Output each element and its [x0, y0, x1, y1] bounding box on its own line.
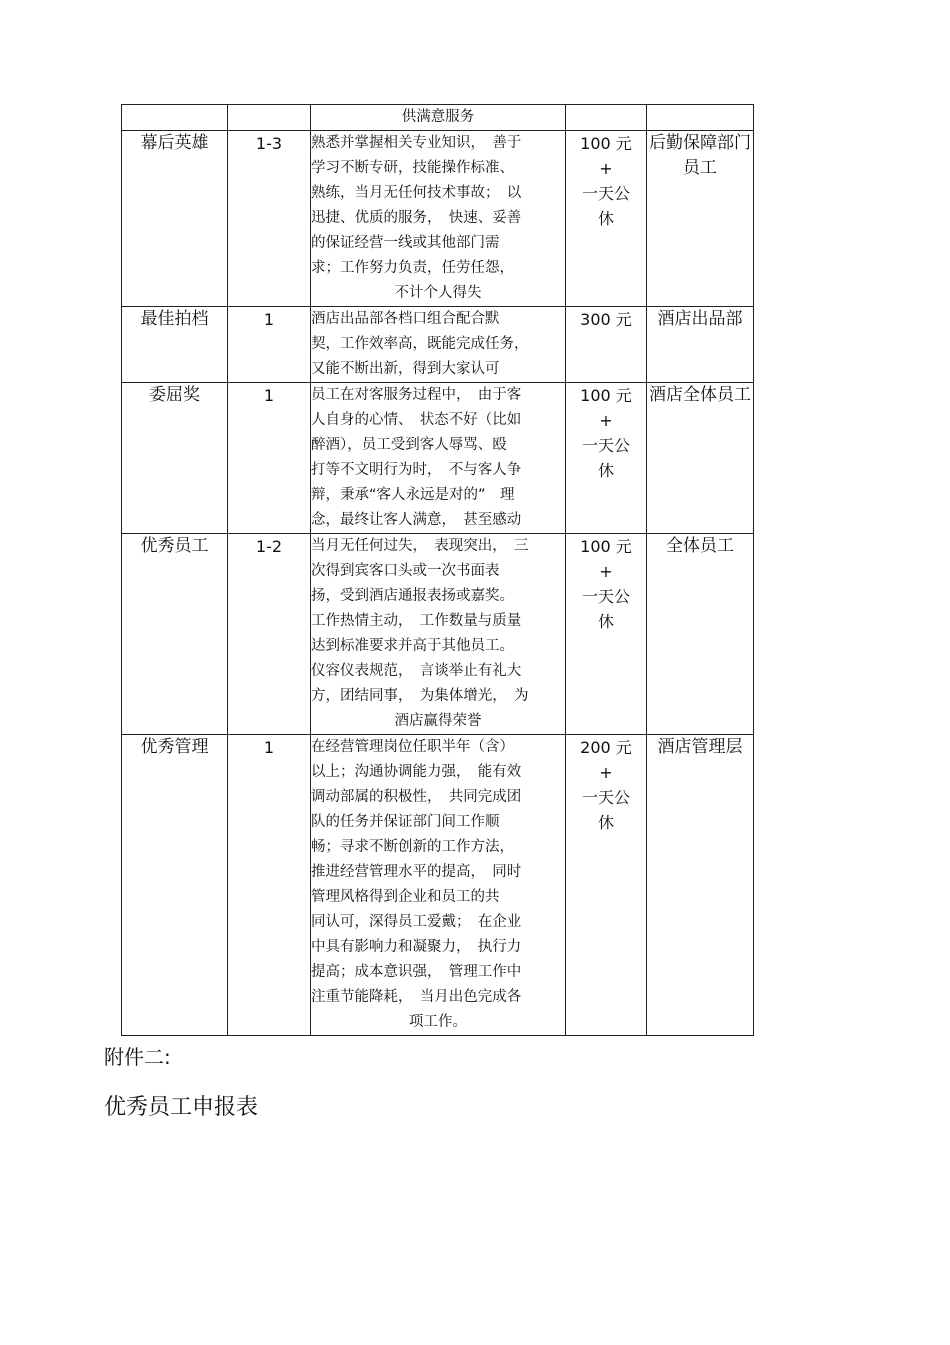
criteria-line: 提高；成本意识强， 管理工作中	[311, 964, 522, 980]
award-count-cell: 1-2	[228, 534, 311, 735]
award-count-cell: 1-3	[228, 131, 311, 307]
reward-line: 休	[597, 461, 614, 480]
reward-line: +	[599, 411, 613, 430]
criteria-line: 调动部属的积极性， 共同完成团	[311, 789, 522, 805]
criteria-line: 达到标准要求并高于其他员工。	[311, 638, 514, 654]
criteria-line: 推进经营管理水平的提高， 同时	[311, 864, 522, 880]
award-name-cell: 优秀员工	[122, 534, 228, 735]
criteria-line: 求；工作努力负责，任劳任怨，	[311, 260, 514, 276]
attachment-label: 附件二:	[104, 1045, 171, 1069]
criteria-line: 辩，秉承“客人永远是对的” 理	[311, 487, 515, 503]
award-count-cell: 1	[228, 307, 311, 383]
award-criteria-cell	[311, 307, 566, 383]
reward-line: +	[599, 562, 613, 581]
criteria-line: 管理风格得到企业和员工的共	[311, 889, 500, 905]
criteria-line: 契，工作效率高，既能完成任务，	[311, 336, 529, 352]
criteria-line: 熟悉并掌握相关专业知识， 善于	[311, 135, 522, 151]
criteria-line: 的保证经营一线或其他部门需	[311, 235, 500, 251]
award-reward-cell	[566, 307, 647, 383]
reward-line: 一天公	[581, 436, 630, 455]
award-target-cell: 后勤保障部门员工	[647, 131, 754, 307]
criteria-line: 同认可，深得员工爱戴； 在企业	[311, 914, 522, 930]
criteria-line: 在经营管理岗位任职半年（含）	[311, 739, 514, 755]
reward-line: +	[599, 159, 613, 178]
criteria-line: 工作热情主动， 工作数量与质量	[311, 613, 522, 629]
award-criteria-cell	[311, 383, 566, 534]
criteria-line: 次得到宾客口头或一次书面表	[311, 563, 500, 579]
criteria-line: 畅；寻求不断创新的工作方法，	[311, 839, 514, 855]
criteria-line: 不计个人得失	[394, 285, 482, 301]
criteria-line: 打等不文明行为时， 不与客人争	[311, 462, 522, 478]
criteria-line: 迅捷、优质的服务， 快速、妥善	[311, 210, 522, 226]
reward-line: 200 元	[580, 738, 632, 757]
award-name-cell: 最佳拍档	[122, 307, 228, 383]
award-name-cell	[122, 105, 228, 131]
reward-line: 100 元	[580, 386, 632, 405]
award-name-cell: 幕后英雄	[122, 131, 228, 307]
table-row	[122, 105, 754, 131]
criteria-line: 注重节能降耗， 当月出色完成各	[311, 989, 522, 1005]
criteria-line: 酒店出品部各档口组合配合默	[311, 311, 500, 327]
criteria-line: 方，团结同事， 为集体增光， 为	[311, 688, 529, 704]
award-count-cell: 1	[228, 383, 311, 534]
award-table	[121, 104, 754, 1036]
award-table-body	[122, 105, 754, 1036]
award-criteria-cell	[311, 534, 566, 735]
table-row	[122, 735, 754, 1036]
award-target-cell: 全体员工	[647, 534, 754, 735]
criteria-line: 醉酒），员工受到客人辱骂、殴	[311, 437, 507, 453]
criteria-line: 当月无任何过失， 表现突出， 三	[311, 538, 529, 554]
reward-line: 100 元	[580, 537, 632, 556]
criteria-line: 供满意服务	[401, 109, 475, 125]
reward-line: 一天公	[581, 184, 630, 203]
award-reward-cell	[566, 105, 647, 131]
award-target-cell: 酒店出品部	[647, 307, 754, 383]
award-criteria-cell	[311, 105, 566, 131]
criteria-line: 队的任务并保证部门间工作顺	[311, 814, 500, 830]
award-count-cell	[228, 105, 311, 131]
form-title: 优秀员工申报表	[104, 1095, 259, 1120]
award-reward-cell	[566, 735, 647, 1036]
criteria-line: 以上；沟通协调能力强， 能有效	[311, 764, 522, 780]
table-row	[122, 534, 754, 735]
table-row	[122, 307, 754, 383]
award-target-cell: 酒店管理层	[647, 735, 754, 1036]
reward-line: 休	[597, 612, 614, 631]
criteria-line: 员工在对客服务过程中， 由于客	[311, 387, 522, 403]
award-name-cell: 委屈奖	[122, 383, 228, 534]
reward-line: 300 元	[580, 310, 632, 329]
award-reward-cell	[566, 131, 647, 307]
criteria-line: 念，最终让客人满意， 甚至感动	[311, 512, 522, 528]
table-row	[122, 383, 754, 534]
table-row	[122, 131, 754, 307]
award-reward-cell	[566, 383, 647, 534]
criteria-line: 项工作。	[409, 1014, 467, 1030]
reward-line: 一天公	[581, 587, 630, 606]
award-target-cell	[647, 105, 754, 131]
criteria-line: 扬，受到酒店通报表扬或嘉奖。	[311, 588, 514, 604]
reward-line: 一天公	[581, 788, 630, 807]
criteria-line: 学习不断专研，技能操作标准、	[311, 160, 514, 176]
award-criteria-cell	[311, 131, 566, 307]
award-count-cell: 1	[228, 735, 311, 1036]
reward-line: +	[599, 763, 613, 782]
criteria-line: 人自身的心情、 状态不好（比如	[311, 412, 522, 428]
reward-line: 休	[597, 813, 614, 832]
criteria-line: 熟练，当月无任何技术事故； 以	[311, 185, 522, 201]
reward-line: 休	[597, 209, 614, 228]
award-reward-cell	[566, 534, 647, 735]
reward-line: 100 元	[580, 134, 632, 153]
criteria-line: 酒店赢得荣誉	[394, 713, 482, 729]
criteria-line: 又能不断出新，得到大家认可	[311, 361, 500, 377]
award-target-cell: 酒店全体员工	[647, 383, 754, 534]
criteria-line: 仪容仪表规范， 言谈举止有礼大	[311, 663, 522, 679]
criteria-line: 中具有影响力和凝聚力， 执行力	[311, 939, 522, 955]
award-criteria-cell	[311, 735, 566, 1036]
award-name-cell: 优秀管理	[122, 735, 228, 1036]
